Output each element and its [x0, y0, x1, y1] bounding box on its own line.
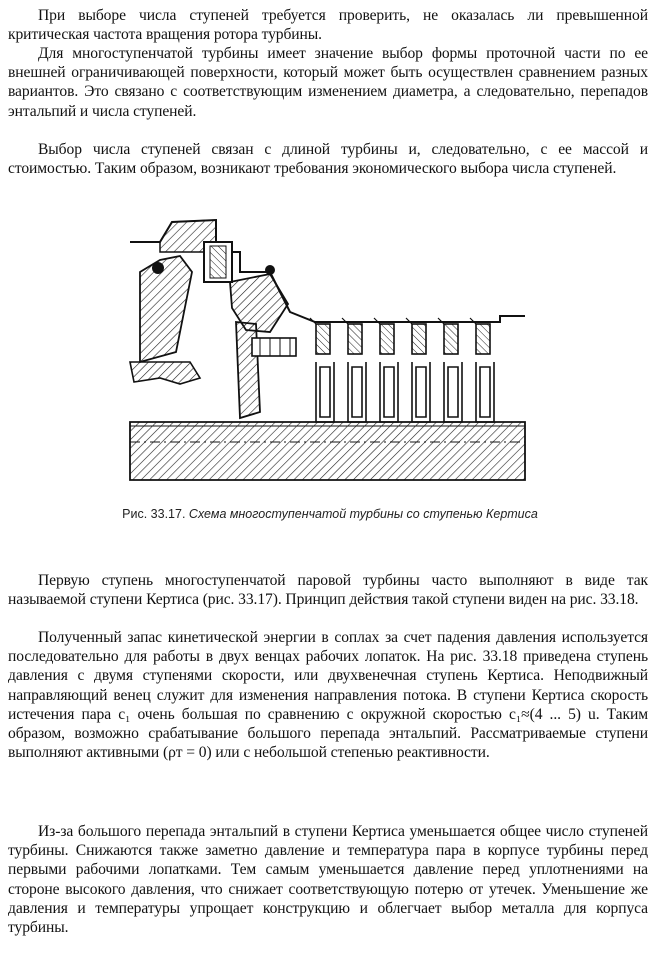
paragraph-flow-path: Для многоступенчатой турбины имеет значение выбор формы проточной части по ее внешней ограничивающей поверхности, который может быть осуществлен сравнением разных вариантов. Это связано с соответствующим изменением диаметра, а следовательно, перепадов энтальпий и числа ступеней. — [8, 45, 648, 120]
paragraph-kinetic-energy: Полученный запас кинетической энергии в соплах за счет падения давления используется последовательно для работы в двух венцах рабочих лопаток. На рис. 33.18 приведена ступень давления с двумя ступенями скорости, или двухвенечная ступень Кертиса. Неподвижный направляющий венец служит для изменения направления потока. В ступени Кертиса скорость истечения пара c₁ очень большая по сравнению с окружной скоростью c₁≈(4 ... 5) u. Таким образом, возможно срабатывание большого перепада энтальпий. Рассматриваемые ступени выполняют активными (ρт = 0) или с небольшой степенью реактивности. — [8, 629, 648, 762]
rotor-shaft — [130, 422, 525, 480]
figure-title: Схема многоступенчатой турбины со ступенью Кертиса — [188, 507, 538, 521]
paragraph-enthalpy-drop: Из-за большого перепада энтальпий в ступени Кертиса уменьшается общее число ступеней турбины. Снижаются также заметно давление и температура пара в корпусе турбины перед первыми рабочими лопатками. Тем самым уменьшается давление перед уплотнениями на стороне высокого давления, что снижает соответствующую потерю от утечек. Уменьшение же давления и температуры упрощает конструкцию и облегчает выбор металла для корпуса турбины. — [8, 823, 648, 937]
turbine-schematic-figure — [120, 212, 530, 484]
pressure-stages — [310, 318, 494, 422]
figure-caption — [100, 506, 560, 522]
paragraph-stage-count: Выбор числа ступеней связан с длиной турбины и, следовательно, с ее массой и стоимостью. Таким образом, возникают требования экономического выбора числа ступеней. — [8, 141, 648, 178]
paragraph-critical-speed: При выборе числа ступеней требуется проверить, не оказалась ли превышенной критическая частота вращения ротора турбины. — [8, 7, 648, 44]
paragraph-curtis-stage: Первую ступень многоступенчатой паровой турбины часто выполняют в виде так называемой ступени Кертиса (рис. 33.17). Принцип действия такой ступени виден на рис. 33.18. — [8, 572, 648, 609]
curtis-wheel — [236, 322, 296, 418]
steam-inlet — [204, 242, 232, 282]
figure-number: Рис. 33.17. — [122, 507, 186, 521]
